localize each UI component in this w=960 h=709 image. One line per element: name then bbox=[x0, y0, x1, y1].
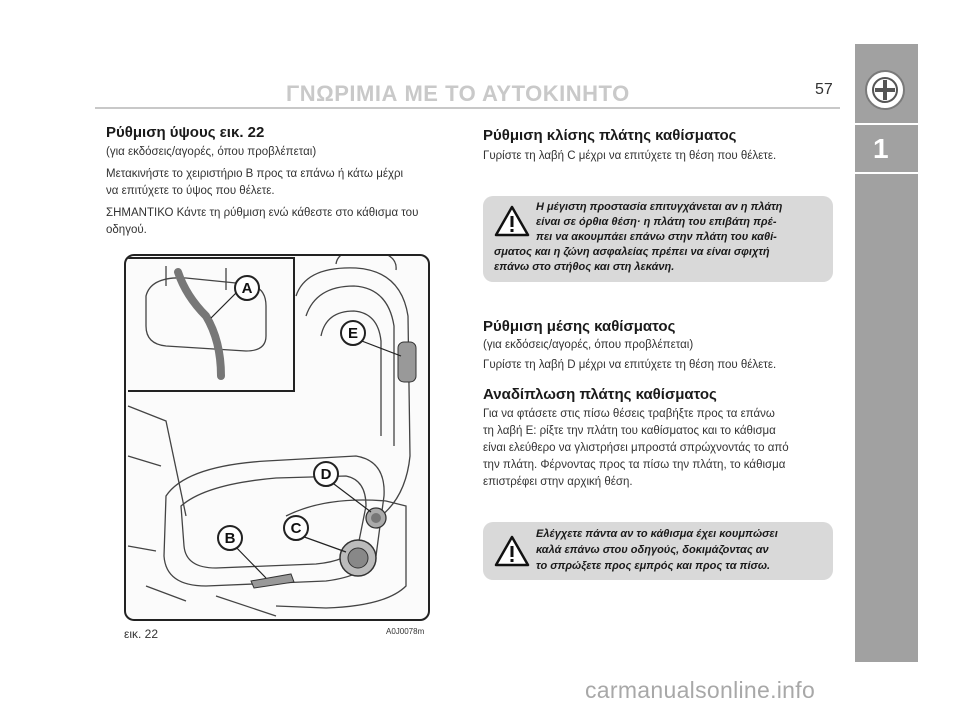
header-divider bbox=[95, 107, 840, 109]
important-note-2: οδηγού. bbox=[106, 224, 147, 236]
alfa-romeo-logo-icon bbox=[865, 70, 905, 110]
seat-figure bbox=[124, 254, 430, 621]
figure-caption: εικ. 22 bbox=[124, 627, 159, 641]
warning1-line2: είναι σε όρθια θέση· η πλάτη του επιβάτη πρέ- bbox=[536, 216, 777, 228]
backrest-release-lever bbox=[398, 342, 416, 382]
label-c: C bbox=[290, 520, 302, 537]
page-number: 57 bbox=[815, 81, 833, 98]
sidebar-divider bbox=[855, 123, 918, 125]
warning-triangle-icon-2 bbox=[494, 535, 530, 567]
label-e: E bbox=[347, 325, 359, 342]
label-b: B bbox=[224, 530, 236, 547]
recline-text: Γυρίστε τη λαβή C μέχρι να επιτύχετε τη θέση που θέλετε. bbox=[483, 150, 777, 162]
fold-line2: τη λαβή E: ρίξτε την πλάτη του καθίσματος και το κάθισμα bbox=[483, 425, 776, 437]
fold-line5: επιστρέφει στην αρχική θέση. bbox=[483, 476, 633, 488]
label-a: A bbox=[241, 280, 253, 297]
fold-line1: Για να φτάσετε στις πίσω θέσεις τραβήξτε προς τα επάνω bbox=[483, 408, 775, 420]
height-adjust-text-1: Μετακινήστε το χειριστήριο B προς τα επάνω ή κάτω μέχρι bbox=[106, 168, 404, 180]
warning2-line1: Ελέγχετε πάντα αν το κάθισμα έχει κουμπώσει bbox=[536, 528, 778, 540]
label-d: D bbox=[320, 466, 332, 483]
warning1-line5: επάνω στο στήθος και στη λεκάνη. bbox=[494, 261, 675, 273]
sidebar-divider-2 bbox=[855, 172, 918, 174]
important-note-1: ΣΗΜΑΝΤΙΚΟ Κάντε τη ρύθμιση ενώ κάθεστε στο κάθισμα του bbox=[106, 207, 419, 219]
recline-title: Ρύθμιση κλίσης πλάτης καθίσματος bbox=[483, 127, 737, 144]
warning-triangle-icon bbox=[494, 205, 530, 237]
lumbar-subtitle: (για εκδόσεις/αγορές, όπου προβλέπεται) bbox=[483, 339, 694, 351]
warning2-line2: καλά επάνω στου οδηγούς, δοκιμάζοντας αν bbox=[536, 544, 769, 556]
figure-code: A0J0078m bbox=[386, 627, 425, 636]
fold-title: Αναδίπλωση πλάτης καθίσματος bbox=[483, 386, 717, 403]
height-adjust-subtitle: (για εκδόσεις/αγορές, όπου προβλέπεται) bbox=[106, 146, 317, 158]
height-adjust-text-2: να επιτύχετε το ύψος που θέλετε. bbox=[106, 185, 275, 197]
page-header-title: ΓΝΩΡΙΜΙΑ ΜΕ ΤΟ ΑΥΤΟΚΙΝΗΤΟ bbox=[286, 81, 630, 106]
warning1-line4: σματος και η ζώνη ασφαλείας πρέπει να είναι σφιχτή bbox=[494, 246, 770, 258]
seat-fold-lever bbox=[178, 272, 221, 376]
warning2-line3: το σπρώξετε προς εμπρός και προς τα πίσω. bbox=[536, 560, 771, 572]
height-adjust-title: Ρύθμιση ύψους εικ. 22 bbox=[106, 124, 265, 141]
watermark: carmanualsonline.info bbox=[585, 677, 816, 703]
height-lever bbox=[251, 574, 294, 588]
seat-illustration bbox=[126, 256, 430, 621]
chapter-number: 1 bbox=[873, 133, 889, 164]
warning1-line1: Η μέγιστη προστασία επιτυγχάνεται αν η πλάτη bbox=[536, 201, 783, 213]
lumbar-text: Γυρίστε τη λαβή D μέχρι να επιτύχετε τη θέση που θέλετε. bbox=[483, 359, 777, 371]
fold-line4: την πλάτη. Φέρνοντας προς τα πίσω την πλάτη, το κάθισμα bbox=[483, 459, 786, 471]
lumbar-title: Ρύθμιση μέσης καθίσματος bbox=[483, 318, 676, 335]
warning1-line3: πει να ακουμπάει επάνω στην πλάτη του καθί- bbox=[536, 231, 777, 243]
fold-line3: είναι ελεύθερο να γλιστρήσει μπροστά σπρώχνοντάς το από bbox=[483, 442, 789, 454]
